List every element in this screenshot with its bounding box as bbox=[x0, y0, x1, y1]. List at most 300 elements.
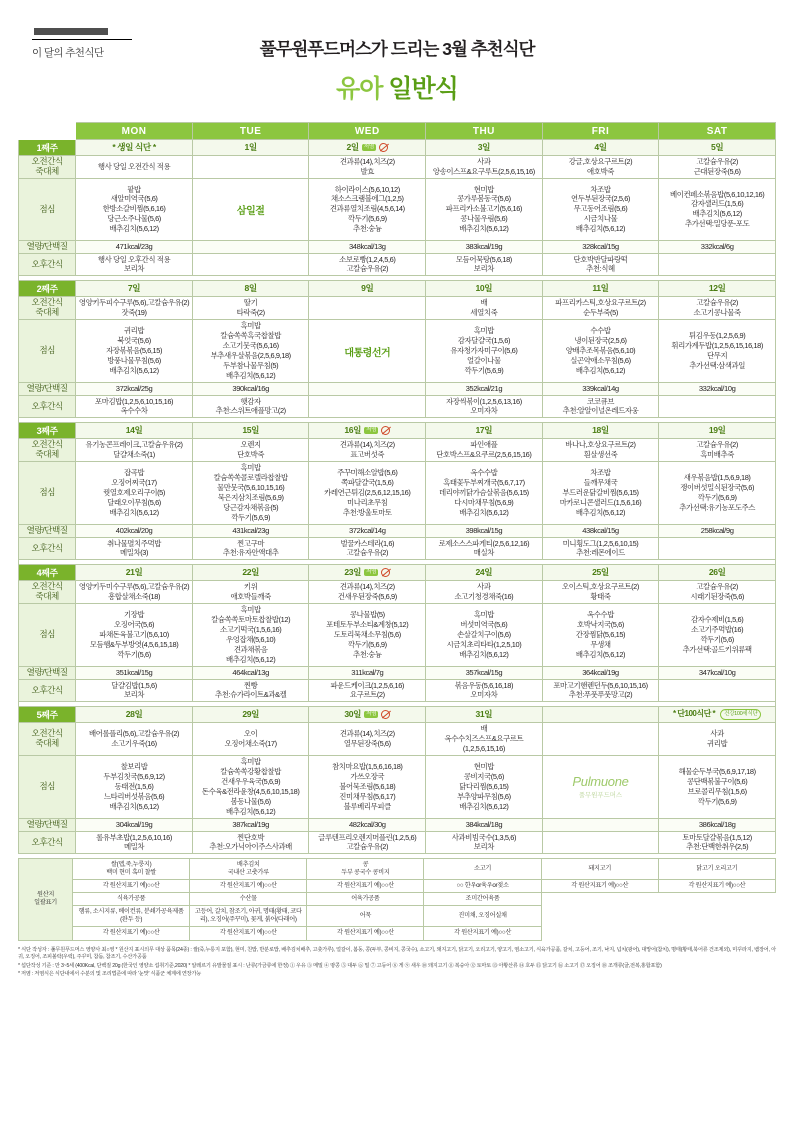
week-date-row bbox=[19, 140, 776, 156]
morning-snack-row bbox=[19, 723, 776, 756]
table-body bbox=[19, 140, 776, 854]
kcal-cell: 390kcal/16g bbox=[192, 382, 309, 395]
afternoon-snack-cell: 미니횡도그(1,2,5,6,10,15) 추천:레몬에이드 bbox=[542, 537, 659, 559]
afternoon-snack-cell: 파운드케이크(1,2,5,6,16) 요구르트(2) bbox=[309, 679, 426, 701]
date-cell bbox=[309, 281, 426, 297]
date-cell bbox=[309, 707, 426, 723]
week-label: 2째주 bbox=[19, 281, 76, 297]
afternoon-snack-cell: 벌꿀카스테라(1,6) 고칼슘우유(2) bbox=[309, 537, 426, 559]
date-cell bbox=[659, 565, 776, 581]
date-cell-inner bbox=[428, 283, 540, 295]
lunch-cell: 감자수제비(1,5,6) 소고기주먹밥(16) 깍두기(5,6) 추가선택:골드키위류팩 bbox=[659, 604, 776, 667]
morning-snack-cell: 키위 애호박들깨죽 bbox=[192, 581, 309, 604]
lunch-cell: 현미밥 콩비지국(5,6) 닭다리찜(5,6,15) 부추양파무침(5,6) 배추김치(5,6,12) bbox=[426, 756, 543, 819]
afternoon-snack-cell: 글루텐프리오렌지머플린(1,2,5,6) 고칼슘우유(2) bbox=[309, 831, 426, 853]
row-label-afternoon-snack: 오후간식 bbox=[19, 679, 76, 701]
origin-cell: 각 원산지표기 예)○○산 bbox=[658, 880, 775, 893]
date-number: 4일 bbox=[594, 141, 607, 152]
afternoon-snack-cell: 찐고구마 추천:유자안액대추 bbox=[192, 537, 309, 559]
afternoon-snack-cell: 자장씩볶이(1,2,5,6,13,16) 오미자차 bbox=[426, 395, 543, 417]
weekday-header-thu: THU bbox=[426, 123, 543, 140]
week-date-row bbox=[19, 707, 776, 723]
lunch-cell: 흑미밥 칼슘쏙쏙토마토찹찰밥(12) 소고기떡국(1,5,6,16) 우엉잡채(5,6,10) 견과채볶음 배추김치(5,6,12) bbox=[192, 604, 309, 667]
origin-body bbox=[19, 859, 776, 940]
row-label-kcal: 열량/단백질 bbox=[19, 666, 76, 679]
week-label: 1째주 bbox=[19, 140, 76, 156]
morning-snack-cell: 고칼슘우유(2) 근대된장죽(5,6) bbox=[659, 156, 776, 179]
no-salt-icon bbox=[381, 710, 390, 719]
no-salt-icon bbox=[379, 143, 388, 152]
page-header bbox=[18, 14, 776, 122]
date-number: * 생일 식단 * bbox=[112, 141, 156, 152]
kcal-row bbox=[19, 818, 776, 831]
weekday-header-tue: TUE bbox=[192, 123, 309, 140]
date-number: 25일 bbox=[592, 566, 609, 577]
kcal-cell: 258kcal/9g bbox=[659, 524, 776, 537]
lunch-cell: 팥밥 새알미역국(5,6) 한방소갈비찜(5,6,16) 당근소주나물(5,6) 배추김치(5,6,12) bbox=[76, 178, 193, 240]
lunch-cell: 수수밥 냉이된장국(2,5,6) 양배추조목볶음(5,6,10) 실곤약애소무침(5,6) 배추김치(5,6,12) bbox=[542, 320, 659, 383]
row-label-morning-snack: 오전간식 죽대체 bbox=[19, 297, 76, 320]
origin-cell: ○○ 한우or육우or젖소 bbox=[424, 880, 541, 893]
date-number: 18일 bbox=[592, 424, 609, 435]
date-cell-inner bbox=[545, 142, 657, 154]
origin-cell: 닭고기 오리고기 bbox=[658, 859, 775, 880]
date-cell bbox=[192, 140, 309, 156]
date-number: 14일 bbox=[125, 424, 143, 435]
date-cell-inner bbox=[78, 425, 190, 437]
morning-snack-row bbox=[19, 156, 776, 179]
footnote-line-2: * 섭단작성 기준 : 만 3~5세 (400Kcal, 단백질 20g (한국인 영양소 섭취기준,2020) * 알레르기 유발물질 표시 : 난류(가금류에 한정) ① 우유 ③ 메밀 ④ 땅콩 ⑤ 대두 ⑥ 밀 ⑦ 고등어 ⑧ 게 ⑨ 새우 ⑩ 돼지고기 ⑪ 복숭아 ⑫ 토마토 ⑬ 아황산류 ⑭ 호두 ⑮ 닭고기 ⑯ 소고기 ⑰ 오징어 ⑱ 조개류(굴,전복,홍합포함) bbox=[18, 962, 662, 969]
morning-snack-cell: 고칼슘우유(2) 시래기된장죽(5,6) bbox=[659, 581, 776, 604]
afternoon-snack-cell: 포마고기핸렌던두(5,6,10,15,16) 추천:푸풋푸풋망고(2) bbox=[542, 679, 659, 701]
date-number: 7일 bbox=[127, 282, 141, 293]
origin-cell: 조미간어육품 bbox=[424, 893, 541, 906]
kcal-cell bbox=[309, 382, 426, 395]
date-number: 5일 bbox=[711, 141, 724, 152]
holiday-cell: 대통령선거 bbox=[309, 320, 426, 383]
date-number: 28일 bbox=[125, 708, 143, 719]
afternoon-snack-cell bbox=[659, 253, 776, 275]
morning-snack-cell: 사과 귀리밥 bbox=[659, 723, 776, 756]
date-cell bbox=[76, 565, 193, 581]
footnote-line-3: * 저염 : 저염식은 식단내에서 수분의 및 조리법준에 따라 '눈맛' 식품군 체계에 연장가능 bbox=[18, 971, 202, 978]
afternoon-snack-cell: 코코큐브 추천:알알이널온레드자웅 bbox=[542, 395, 659, 417]
date-cell bbox=[542, 281, 659, 297]
weekday-header-fri: FRI bbox=[542, 123, 659, 140]
page-subtitle bbox=[18, 69, 776, 105]
lunch-cell: 주꾸미해소알밥(5,6) 쪽파달걀국(1,5,6) 카레연근튀김(2,5,6,12,15,16) 미나리초무침 추천:방울토마토 bbox=[309, 462, 426, 525]
lunch-row bbox=[19, 178, 776, 240]
afternoon-snack-cell bbox=[659, 679, 776, 701]
kcal-cell: 387kcal/19g bbox=[192, 818, 309, 831]
kcal-cell: 402kcal/20g bbox=[76, 524, 193, 537]
lunch-cell: 현미밥 콩가루봄동국(5,6) 파프리카소불고기(5,6,16) 콩나물우림(5,6) 배추김치(5,6,12) bbox=[426, 178, 543, 240]
kcal-row bbox=[19, 666, 776, 679]
date-cell bbox=[426, 423, 543, 439]
date-number: 2일 bbox=[346, 141, 359, 152]
date-cell-inner bbox=[661, 567, 773, 579]
afternoon-snack-cell: 취나물멸치주먹밥 메밀차(3) bbox=[76, 537, 193, 559]
kcal-cell: 357kcal/15g bbox=[426, 666, 543, 679]
row-label-morning-snack: 오전간식 죽대체 bbox=[19, 439, 76, 462]
kcal-cell bbox=[542, 818, 659, 831]
morning-snack-cell: 고칼슘우유(2) 소고기콩나물죽 bbox=[659, 297, 776, 320]
row-label-lunch: 점심 bbox=[19, 320, 76, 383]
footnote-block bbox=[18, 947, 776, 979]
lunch-row bbox=[19, 462, 776, 525]
date-number: 26일 bbox=[708, 566, 726, 577]
row-label-afternoon-snack: 오후간식 bbox=[19, 253, 76, 275]
morning-snack-cell: 오이스틱,호상요구르트(2) 황태죽 bbox=[542, 581, 659, 604]
kcal-cell: 398kcal/15g bbox=[426, 524, 543, 537]
afternoon-snack-row bbox=[19, 831, 776, 853]
date-number: 23일 bbox=[344, 566, 361, 577]
origin-cell: 각 원산지표기 예)○○산 bbox=[307, 880, 424, 893]
kcal-cell: 304kcal/19g bbox=[76, 818, 193, 831]
lunch-cell: 흑미밥 버섯미역국(5,6) 손살갈치구이(5,6) 시금치초리타타(1,2,5,10) 배추김치(5,6,12) bbox=[426, 604, 543, 667]
date-number: 15일 bbox=[242, 424, 259, 435]
row-label-afternoon-snack: 오후간식 bbox=[19, 831, 76, 853]
row-label-afternoon-snack: 오후간식 bbox=[19, 395, 76, 417]
kcal-row bbox=[19, 240, 776, 253]
morning-snack-cell: 오렌지 단호박죽 bbox=[192, 439, 309, 462]
weekday-header-wed: WED bbox=[309, 123, 426, 140]
date-number: * 단100식단 * bbox=[672, 709, 716, 719]
kcal-cell: 347kcal/10g bbox=[659, 666, 776, 679]
header-blank bbox=[19, 123, 76, 140]
afternoon-snack-cell bbox=[192, 253, 309, 275]
date-cell bbox=[76, 281, 193, 297]
origin-table bbox=[18, 858, 776, 940]
lunch-cell: 참치마요밥(1,5,6,16,18) 가쓰오장국 불어묵조림(5,6,18) 진미채무침(5,6,17) 블루베리무피클 bbox=[309, 756, 426, 819]
date-cell-inner bbox=[545, 283, 657, 295]
kcal-cell: 386kcal/18g bbox=[659, 818, 776, 831]
morning-snack-cell: 견과류(14),치즈(2) 발효 bbox=[309, 156, 426, 179]
week-date-row bbox=[19, 281, 776, 297]
morning-snack-cell: 사과 소고기청경채죽(16) bbox=[426, 581, 543, 604]
date-cell-inner bbox=[428, 567, 540, 579]
health-100-stamp: 건강100세식단 bbox=[720, 709, 761, 721]
date-cell-inner bbox=[428, 425, 540, 437]
date-number: 22일 bbox=[242, 566, 259, 577]
date-cell-inner bbox=[311, 567, 423, 579]
morning-snack-cell: 영양키두미수구루(5,6),고칼슘우유(2) 흥합살채소죽(18) bbox=[76, 581, 193, 604]
date-cell bbox=[76, 140, 193, 156]
afternoon-snack-row bbox=[19, 537, 776, 559]
lunch-cell: 차조밥 연두부된장국(2,5,6) 무고동어조림(5,6) 시금치나물 배추김치(5,6,12) bbox=[542, 178, 659, 240]
date-number: 11일 bbox=[592, 282, 609, 293]
date-cell-inner bbox=[661, 142, 773, 154]
date-cell bbox=[192, 707, 309, 723]
kcal-cell: 372kcal/14g bbox=[309, 524, 426, 537]
morning-snack-cell: 배 옥수수치즈스프&요구르트(1,2,5,6,15,16) bbox=[426, 723, 543, 756]
morning-snack-cell: 배어롤플리(5,6),고칼슘우유(2) 소고기우죽(16) bbox=[76, 723, 193, 756]
origin-cell: 각 원산지표기 예)○○산 bbox=[73, 927, 190, 940]
row-label-afternoon-snack: 오후간식 bbox=[19, 537, 76, 559]
date-number: 17일 bbox=[475, 424, 493, 435]
morning-snack-cell: 파인애플 단호박스프&요쿠르(2,5,6,15,16) bbox=[426, 439, 543, 462]
date-cell bbox=[426, 707, 543, 723]
afternoon-snack-cell: 토마토달걀볶음(1,5,12) 추천:단백한취우(2,5) bbox=[659, 831, 776, 853]
month-badge bbox=[32, 28, 136, 60]
origin-cell: 소고기 bbox=[424, 859, 541, 880]
date-cell bbox=[309, 140, 426, 156]
afternoon-snack-cell: 찐단호박 추천:오가닉아이주스사과배 bbox=[192, 831, 309, 853]
row-label-kcal: 열량/단백질 bbox=[19, 818, 76, 831]
date-cell-inner bbox=[195, 283, 307, 295]
row-label-morning-snack: 오전간식 죽대체 bbox=[19, 723, 76, 756]
date-number: 24일 bbox=[475, 566, 493, 577]
afternoon-snack-cell: 행사 당일 오후간식 적용 보리차 bbox=[76, 253, 193, 275]
morning-snack-cell bbox=[542, 723, 659, 756]
date-cell bbox=[426, 281, 543, 297]
no-salt-icon bbox=[381, 426, 390, 435]
row-label-morning-snack: 오전간식 죽대체 bbox=[19, 581, 76, 604]
morning-snack-cell: 배 세열치죽 bbox=[426, 297, 543, 320]
afternoon-snack-cell: 햇감자 추천:스위트애플망고(2) bbox=[192, 395, 309, 417]
low-sodium-tag: 저염 bbox=[366, 710, 377, 717]
origin-label: 원산지 일괄표기 bbox=[19, 859, 73, 940]
afternoon-snack-cell: 단호박반달파랑떡 추천:식혜 bbox=[542, 253, 659, 275]
weekday-header-mon: MON bbox=[76, 123, 193, 140]
date-cell bbox=[542, 707, 659, 723]
lunch-cell: 베이컨페소볶음밥(5,6,10,12,16) 감자샐러드(1,5,6) 배추김치(5,6,12) 추가선택:밀당푼-포도 bbox=[659, 178, 776, 240]
origin-cell: 각 원산지표기 예)○○산 bbox=[190, 927, 307, 940]
date-number: 1일 bbox=[244, 141, 257, 152]
date-cell-inner bbox=[661, 709, 773, 721]
kcal-cell: 471kcal/23g bbox=[76, 240, 193, 253]
origin-row bbox=[19, 859, 776, 880]
date-cell bbox=[542, 423, 659, 439]
origin-cell: 배추김치 국내산 고춧가루 bbox=[190, 859, 307, 880]
brand-logo-cell bbox=[542, 756, 659, 819]
kcal-row bbox=[19, 524, 776, 537]
date-cell bbox=[76, 423, 193, 439]
date-cell-inner bbox=[195, 709, 307, 721]
date-cell-inner bbox=[311, 709, 423, 721]
origin-cell: 어묵 bbox=[307, 906, 424, 927]
origin-cell: 돼지고기 bbox=[541, 859, 658, 880]
morning-snack-cell: 유기농콘프레이크,고칼슘우유(2) 달걀채소죽(1) bbox=[76, 439, 193, 462]
lunch-cell: 옥수수밥 호박낙지국(5,6) 간장찜닭(5,6,15) 무생채 배추김치(5,6,12) bbox=[542, 604, 659, 667]
date-number: 16일 bbox=[344, 424, 361, 435]
holiday-cell: 삼일절 bbox=[192, 178, 309, 240]
kcal-cell: 372kcal/25g bbox=[76, 382, 193, 395]
row-label-lunch: 점심 bbox=[19, 756, 76, 819]
kcal-cell: 339kcal/14g bbox=[542, 382, 659, 395]
origin-row bbox=[19, 880, 776, 893]
subtitle-part-2: 일반식 bbox=[388, 75, 458, 103]
row-label-lunch: 점심 bbox=[19, 462, 76, 525]
date-cell bbox=[659, 281, 776, 297]
afternoon-snack-cell bbox=[542, 831, 659, 853]
low-sodium-tag: 저염 bbox=[363, 143, 375, 150]
afternoon-snack-cell: 포마김밥(1,2,5,6,10,15,16) 옥수수차 bbox=[76, 395, 193, 417]
row-label-lunch: 점심 bbox=[19, 178, 76, 240]
morning-snack-cell: 견과류(14),치즈(2) 열무된장죽(5,6) bbox=[309, 723, 426, 756]
kcal-cell: 351kcal/15g bbox=[76, 666, 193, 679]
date-cell-inner bbox=[195, 142, 307, 154]
lunch-cell: 하이라이스(5,6,10,12) 채소스크램블에그(1,2,5) 견과류열치조림(4,5,6,14) 깍두기(5,6,9) 추천:숭늉 bbox=[309, 178, 426, 240]
morning-snack-cell: 파프리카스틱,호상요구르트(2) 순두부죽(5) bbox=[542, 297, 659, 320]
weekday-header-sat: SAT bbox=[659, 123, 776, 140]
morning-snack-cell: 고칼슘우유(2) 흑미배추죽 bbox=[659, 439, 776, 462]
kcal-cell: 332kcal/6g bbox=[659, 240, 776, 253]
date-number: 19일 bbox=[708, 424, 726, 435]
date-number: 9일 bbox=[361, 282, 374, 293]
origin-cell: 각 원산지표기 예)○○산 bbox=[190, 880, 307, 893]
lunch-row bbox=[19, 756, 776, 819]
lunch-cell: 튀김우동(1,2,5,6,9) 휘리가계두밥(1,2,5,6,15,16,18) 단무지 추가선택:삼색과일 bbox=[659, 320, 776, 383]
afternoon-snack-cell: 모듬어묵탕(5,6,18) 보리차 bbox=[426, 253, 543, 275]
kcal-cell: 464kcal/13g bbox=[192, 666, 309, 679]
footnote-line-1: * 식단 작성자 : 풀무원푸드머스 영양사 최○영 * 원산지 표시의무 대상 품목(24종) : 쌀(죽,누룽지 포함), 현미, 친밥, 반분로밥, 배추김치배추, 고춧가루), 얼갈이, 봄동, 콩(두부, 콩비지, 콩국수), 소고기, 돼지고기, 닭고기, 오리고기, 양고기, 염소고기, 식육가공품, 갈치, 고등어, 조기, 낙지, 넙치(광어), 대망어(참치), 명태(황태,북어류 건조제외), 미꾸라지, 뱀장어, 아귀, 오징어, 조피볼락(우럭), 주꾸미, 참돔, 참조기, 수산가공품 bbox=[18, 946, 776, 961]
kcal-cell: 438kcal/15g bbox=[542, 524, 659, 537]
date-cell bbox=[426, 565, 543, 581]
afternoon-snack-cell: 찐빵 추천:슈가라이트&과&켈 bbox=[192, 679, 309, 701]
week-label: 3째주 bbox=[19, 423, 76, 439]
origin-row bbox=[19, 893, 776, 906]
lunch-cell: 차조밥 들깨무채국 부드러운닭갈비찜(5,6,15) 마카로니콘샐러드(1,5,6,16) 배추김치(5,6,12) bbox=[542, 462, 659, 525]
date-cell-inner bbox=[311, 425, 423, 437]
morning-snack-cell: 바나나,호상요구르트(2) 흰살생선죽 bbox=[542, 439, 659, 462]
lunch-cell: 흑미밥 감자달걀국(1,5,6) 유자청가자미구이(5,6) 얼갈이나물 깍두기(5,6,9) bbox=[426, 320, 543, 383]
afternoon-snack-row bbox=[19, 679, 776, 701]
lunch-cell: 옥수수밥 흑태꽃두부찌개국(5,6,7,17) 데리야끼닭가슴살볶음(5,6,15) 다시마채무침(5,6,9) 배추김치(5,6,12) bbox=[426, 462, 543, 525]
badge-label: 이 달의 추천식단 bbox=[32, 39, 132, 60]
origin-row bbox=[19, 906, 776, 927]
low-sodium-tag: 저염 bbox=[366, 426, 377, 433]
date-cell-inner bbox=[428, 709, 540, 721]
date-cell-inner bbox=[661, 425, 773, 437]
date-cell-inner bbox=[78, 283, 190, 295]
week-label: 5째주 bbox=[19, 707, 76, 723]
date-cell bbox=[659, 423, 776, 439]
date-cell-inner bbox=[661, 283, 773, 295]
pulmuone-logo-sub: 풀무원푸드머스 bbox=[578, 792, 623, 800]
date-cell bbox=[192, 565, 309, 581]
row-label-kcal: 열량/단백질 bbox=[19, 524, 76, 537]
morning-snack-cell: 견과류(14),치즈(2) 표고버섯죽 bbox=[309, 439, 426, 462]
afternoon-snack-row bbox=[19, 253, 776, 275]
kcal-cell: 431kcal/23g bbox=[192, 524, 309, 537]
kcal-cell: 332kcal/10g bbox=[659, 382, 776, 395]
morning-snack-cell: 견과류(14),치즈(2) 건새우된장죽(5,6,9) bbox=[309, 581, 426, 604]
date-cell-inner bbox=[545, 567, 657, 579]
badge-bar bbox=[34, 28, 108, 35]
origin-cell: 식육가공품 bbox=[73, 893, 190, 906]
date-number: 31일 bbox=[475, 708, 493, 719]
origin-cell: 각 원산지표기 예)○○산 bbox=[73, 880, 190, 893]
kcal-cell: 328kcal/15g bbox=[542, 240, 659, 253]
morning-snack-cell bbox=[309, 297, 426, 320]
table-head bbox=[19, 123, 776, 140]
morning-snack-cell bbox=[192, 156, 309, 179]
kcal-cell: 364kcal/19g bbox=[542, 666, 659, 679]
morning-snack-cell: 오이 오징어채소죽(17) bbox=[192, 723, 309, 756]
date-number: 3일 bbox=[477, 141, 491, 152]
origin-cell: 콩 두부 콩국수 콩비지 bbox=[307, 859, 424, 880]
date-cell bbox=[192, 423, 309, 439]
lunch-row bbox=[19, 604, 776, 667]
date-cell-inner bbox=[78, 567, 190, 579]
kcal-cell: 348kcal/13g bbox=[309, 240, 426, 253]
lunch-cell: 콩나물밥(5) 포테토두부소티&계창(5,12) 도토리묵채소무침(5,6) 깍두기(5,6,9) 추천:숭늉 bbox=[309, 604, 426, 667]
afternoon-snack-cell bbox=[659, 395, 776, 417]
morning-snack-row bbox=[19, 439, 776, 462]
morning-snack-row bbox=[19, 581, 776, 604]
kcal-cell: 384kcal/18g bbox=[426, 818, 543, 831]
lunch-cell: 기장밥 오징어국(5,6) 파채돈육불고기(5,6,10) 모듬햄&두부방엿(4,5,6,15,18) 깍두기(5,6) bbox=[76, 604, 193, 667]
kcal-cell: 383kcal/19g bbox=[426, 240, 543, 253]
date-cell-inner bbox=[195, 567, 307, 579]
afternoon-snack-cell: 달걀김밥(1,5,6) 보리차 bbox=[76, 679, 193, 701]
date-number: 21일 bbox=[125, 566, 143, 577]
afternoon-snack-row bbox=[19, 395, 776, 417]
morning-snack-cell: 행사 당일 오전간식 적용 bbox=[76, 156, 193, 179]
afternoon-snack-cell: 롤유부초밥(1,2,5,6,10,16) 메밀차 bbox=[76, 831, 193, 853]
afternoon-snack-cell bbox=[659, 537, 776, 559]
row-label-morning-snack: 오전간식 죽대체 bbox=[19, 156, 76, 179]
date-cell bbox=[659, 707, 776, 723]
lunch-cell: 찰보리밥 두부김칫국(5,6,9,12) 동태전(1,5,6) 느타리버섯볶음(5,6) 배추김치(5,6,12) bbox=[76, 756, 193, 819]
date-cell-inner bbox=[78, 142, 190, 154]
origin-cell: 진미채, 오징어실채 bbox=[424, 906, 541, 927]
date-cell-inner bbox=[78, 709, 190, 721]
week-label: 4째주 bbox=[19, 565, 76, 581]
lunch-cell: 해물순두부국(5,6,9,17,18) 콩단백볶불구이(5,6) 브로콜리무침(1,5,6) 깍두기(5,6,9) bbox=[659, 756, 776, 819]
date-number: 10일 bbox=[475, 282, 493, 293]
lunch-cell: 잡곡밥 오징어찌국(17) 꿧열호제오리구이(5) 달래오이무침(5,6) 배추김치(5,6,12) bbox=[76, 462, 193, 525]
morning-snack-cell: 사과 앙송이스프&요구루트(2,5,6,15,16) bbox=[426, 156, 543, 179]
date-cell bbox=[192, 281, 309, 297]
lunch-cell: 새우볶음밥(1,5,6,9,18) 쟁이버섯밀식된장국(5,6) 깍두기(5,6,9) 추가선택:유기농포도주스 bbox=[659, 462, 776, 525]
origin-cell: 수산물 bbox=[190, 893, 307, 906]
menu-table bbox=[18, 122, 776, 854]
origin-cell: 각 원산지표기 예)○○산 bbox=[307, 927, 424, 940]
date-cell bbox=[426, 140, 543, 156]
date-cell bbox=[542, 140, 659, 156]
kcal-cell: 482kcal/30g bbox=[309, 818, 426, 831]
origin-cell: 각 원산지표기 예)○○산 bbox=[541, 880, 658, 893]
lunch-row bbox=[19, 320, 776, 383]
date-number: 12일 bbox=[708, 282, 726, 293]
date-cell-inner bbox=[428, 142, 540, 154]
week-date-row bbox=[19, 423, 776, 439]
origin-cell: 고등어, 갈치, 참조기, 아귀, 명태(황태, 코다리), 오징어(주꾸미), 꽃게, 붉어(다래어) bbox=[190, 906, 307, 927]
date-cell-inner bbox=[311, 283, 423, 295]
row-label-kcal: 열량/단백질 bbox=[19, 240, 76, 253]
date-cell-inner bbox=[545, 425, 657, 437]
date-cell bbox=[659, 140, 776, 156]
origin-row bbox=[19, 927, 776, 940]
low-sodium-tag: 저염 bbox=[366, 568, 377, 575]
date-cell bbox=[76, 707, 193, 723]
origin-cell: 어육가공품 bbox=[307, 893, 424, 906]
kcal-row bbox=[19, 382, 776, 395]
row-label-kcal: 열량/단백질 bbox=[19, 382, 76, 395]
kcal-cell: 352kcal/21g bbox=[426, 382, 543, 395]
date-number: 29일 bbox=[242, 708, 259, 719]
weekday-header-row bbox=[19, 123, 776, 140]
morning-snack-cell: 강글,호상요구르트(2) 애호박죽 bbox=[542, 156, 659, 179]
pulmuone-logo: Pulmuone bbox=[572, 773, 629, 789]
morning-snack-row bbox=[19, 297, 776, 320]
afternoon-snack-cell: 볶음우동(5,6,16,18) 오미자차 bbox=[426, 679, 543, 701]
lunch-cell: 흑미밥 칼슘쏙쏙강황찹찰밥 건새우우육국(5,6,9) 돈수육&전라윤창(4,5,6,10,15,18) 봄동나물(5,6) 배추김치(5,6,12) bbox=[192, 756, 309, 819]
origin-cell: 각 원산지표기 예)○○산 bbox=[424, 927, 541, 940]
kcal-cell bbox=[192, 240, 309, 253]
